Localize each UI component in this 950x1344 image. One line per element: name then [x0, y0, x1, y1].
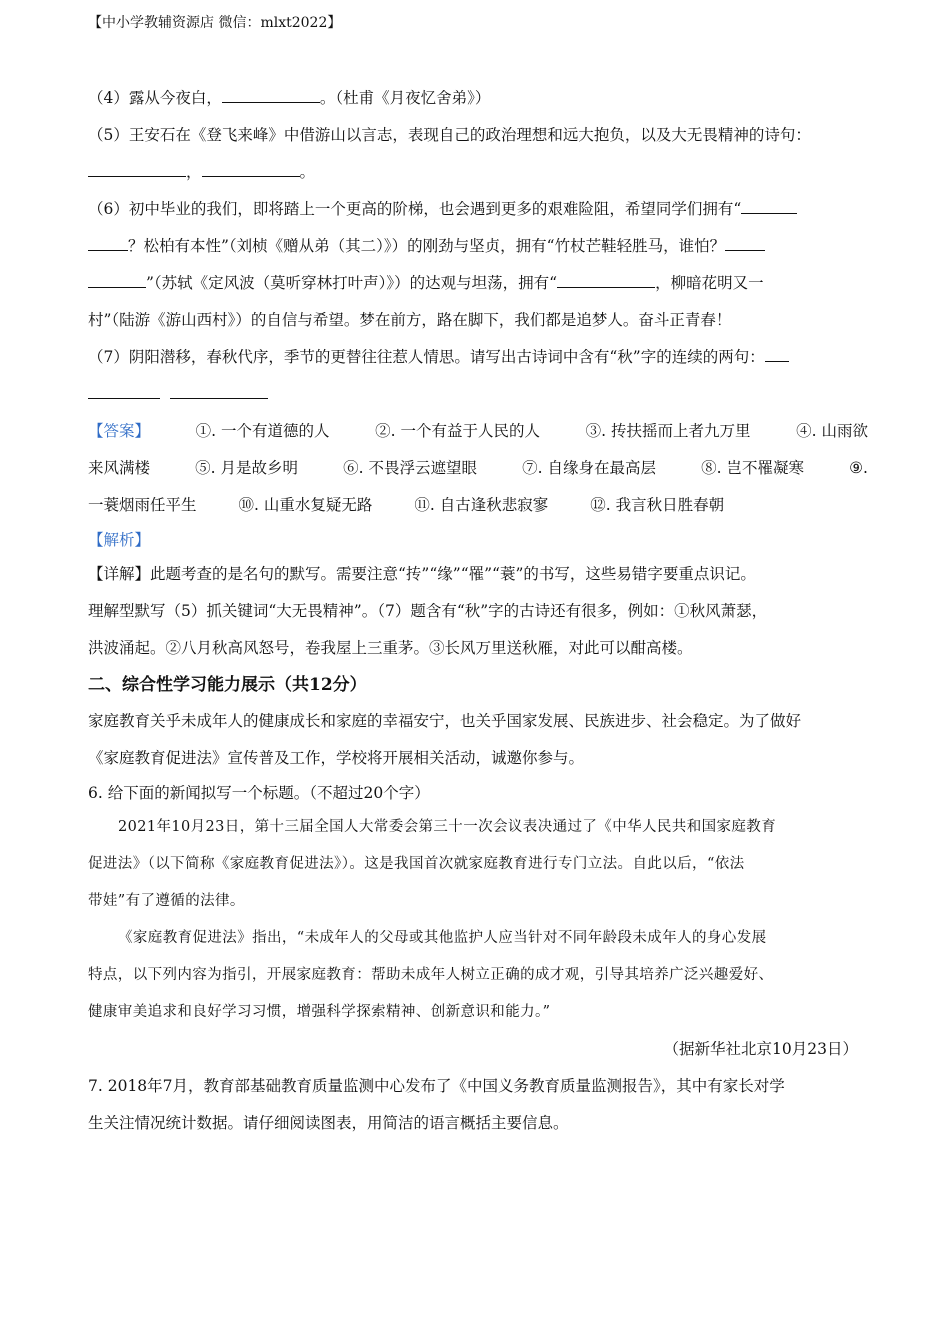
- answer-item: ⑦. 自缘身在最高层: [522, 459, 657, 477]
- news-paragraph-2-line-2: 特点，以下列内容为指引，开展家庭教育：帮助未成年人树立正确的成才观，引导其培养广泛兴趣爱好、: [88, 967, 774, 983]
- answer-item: ④. 山雨欲: [796, 422, 868, 440]
- answer-item: ⑩. 山重水复疑无路: [238, 496, 373, 514]
- question-6-line-4: 村”（陆游《游山西村》）的自信与希望。梦在前方，路在脚下，我们都是追梦人。奋斗正青春！: [88, 311, 732, 329]
- answer-item: ③. 抟扶摇而上者九万里: [585, 422, 751, 440]
- answer-item: ⑨.: [849, 459, 868, 477]
- answer-blank: [88, 236, 128, 251]
- news-paragraph-1-line-3: 带娃”有了遵循的法律。: [88, 893, 245, 909]
- answer-item: ①. 一个有道德的人: [195, 422, 330, 440]
- answer-item: ⑪. 自古逢秋悲寂寥: [414, 496, 549, 514]
- question-6-line-2: [88, 228, 868, 265]
- answer-item: ⑤. 月是故乡明: [195, 459, 299, 477]
- answer-row-1: [88, 413, 868, 450]
- question-5: （5）王安石在《登飞来峰》中借游山以言志，表现自己的政治理想和远大抱负，以及大无畏精神的诗句：: [88, 126, 811, 144]
- q5-comma: ，: [186, 163, 202, 181]
- document-body: [88, 80, 868, 1142]
- answer-blank: [765, 347, 789, 362]
- question-6-line-3: [88, 265, 868, 302]
- analysis-line-3: 洪波涌起。②八月秋高风怒号，卷我屋上三重茅。③长风万里送秋雁，对此可以酣高楼。: [88, 639, 693, 657]
- answer-row-3: [88, 487, 868, 524]
- question-7-stats-line-1: 7. 2018年7月，教育部基础教育质量监测中心发布了《中国义务教育质量监测报告》，其中有家长对学: [88, 1077, 785, 1095]
- answer-row-2: [88, 450, 868, 487]
- answer-item: ②. 一个有益于人民的人: [375, 422, 540, 440]
- question-6-line-1: [88, 191, 868, 228]
- answer-item: 一蓑烟雨任平生: [88, 496, 197, 514]
- question-5-blanks: [88, 154, 868, 191]
- answer-blank: [557, 273, 655, 288]
- section-2-intro-1: 家庭教育关乎未成年人的健康成长和家庭的幸福安宁，也关乎国家发展、民族进步、社会稳定。为了做好: [88, 712, 802, 730]
- answer-blank: [741, 199, 797, 214]
- answer-blank: [88, 162, 186, 177]
- q6-text: ”（苏轼《定风波（莫听穿林打叶声）》）的达观与坦荡，拥有“: [146, 274, 558, 292]
- analysis-line-2: 理解型默写（5）抓关键词“大无畏精神”。（7）题含有“秋”字的古诗还有很多，例如：①秋风萧瑟，: [88, 602, 768, 620]
- answer-blank: [222, 88, 320, 103]
- news-paragraph-1-line-2: 促进法》（以下简称《家庭教育促进法》）。这是我国首次就家庭教育进行专门立法。自此以后，“依法: [88, 856, 745, 872]
- analysis-label: 【解析】: [88, 531, 151, 549]
- question-7-stats-line-2: 生关注情况统计数据。请仔细阅读图表，用简洁的语言概括主要信息。: [88, 1114, 569, 1132]
- analysis-line-1: 【详解】此题考查的是名句的默写。需要注意“抟”“缘”“罹”“蓑”的书写，这些易错字要重点识记。: [88, 565, 756, 583]
- answer-item: ⑥. 不畏浮云遮望眼: [343, 459, 478, 477]
- q6-text: （6）初中毕业的我们，即将踏上一个更高的阶梯，也会遇到更多的艰难险阻，希望同学们拥有“: [88, 200, 742, 218]
- answer-item: ⑧. 岂不罹凝寒: [701, 459, 805, 477]
- answer-label: 【答案】: [88, 422, 151, 440]
- question-7: [88, 339, 868, 376]
- news-source: （据新华社北京10月23日）: [663, 1040, 858, 1058]
- page-header: 【中小学教辅资源店 微信：mlxt2022】: [88, 15, 342, 31]
- q6-text: ？松柏有本性”（刘桢《赠从弟（其二）》）的刚劲与坚贞，拥有“竹杖芒鞋轻胜马，谁怕？: [128, 237, 726, 255]
- q4-text-post: 。（杜甫《月夜忆舍弟》）: [319, 89, 491, 107]
- question-6-news-prompt: 6. 给下面的新闻拟写一个标题。（不超过20个字）: [88, 784, 430, 802]
- q6-text: ，柳暗花明又一: [655, 274, 764, 292]
- answer-item: 来风满楼: [88, 459, 151, 477]
- news-paragraph-1-line-1: 2021年10月23日，第十三届全国人大常委会第三十一次会议表决通过了《中华人民共和国家庭教育: [118, 819, 777, 835]
- answer-item: ⑫. 我言秋日胜春朝: [590, 496, 725, 514]
- answer-blank: [202, 162, 300, 177]
- q4-text-pre: （4）露从今夜白，: [88, 89, 222, 107]
- answer-blank: [725, 236, 765, 251]
- answer-blank: [88, 273, 146, 288]
- question-4: [88, 80, 868, 117]
- answer-blank: [170, 384, 268, 399]
- answer-blank: [88, 384, 160, 399]
- section-2-intro-2: 《家庭教育促进法》宣传普及工作，学校将开展相关活动，诚邀你参与。: [88, 749, 585, 767]
- q7-text: （7）阴阳潜移，春秋代序，季节的更替往往惹人情思。请写出古诗词中含有“秋”字的连续的两句：: [88, 348, 765, 366]
- question-7-blanks: [88, 376, 868, 413]
- news-paragraph-2-line-1: 《家庭教育促进法》指出，“未成年人的父母或其他监护人应当针对不同年龄段未成年人的身心发展: [118, 930, 767, 946]
- q5-end: 。: [299, 163, 316, 181]
- news-paragraph-2-line-3: 健康审美追求和良好学习习惯，增强科学探索精神、创新意识和能力。”: [88, 1004, 551, 1020]
- section-2-title: 二、综合性学习能力展示（共12分）: [88, 675, 367, 695]
